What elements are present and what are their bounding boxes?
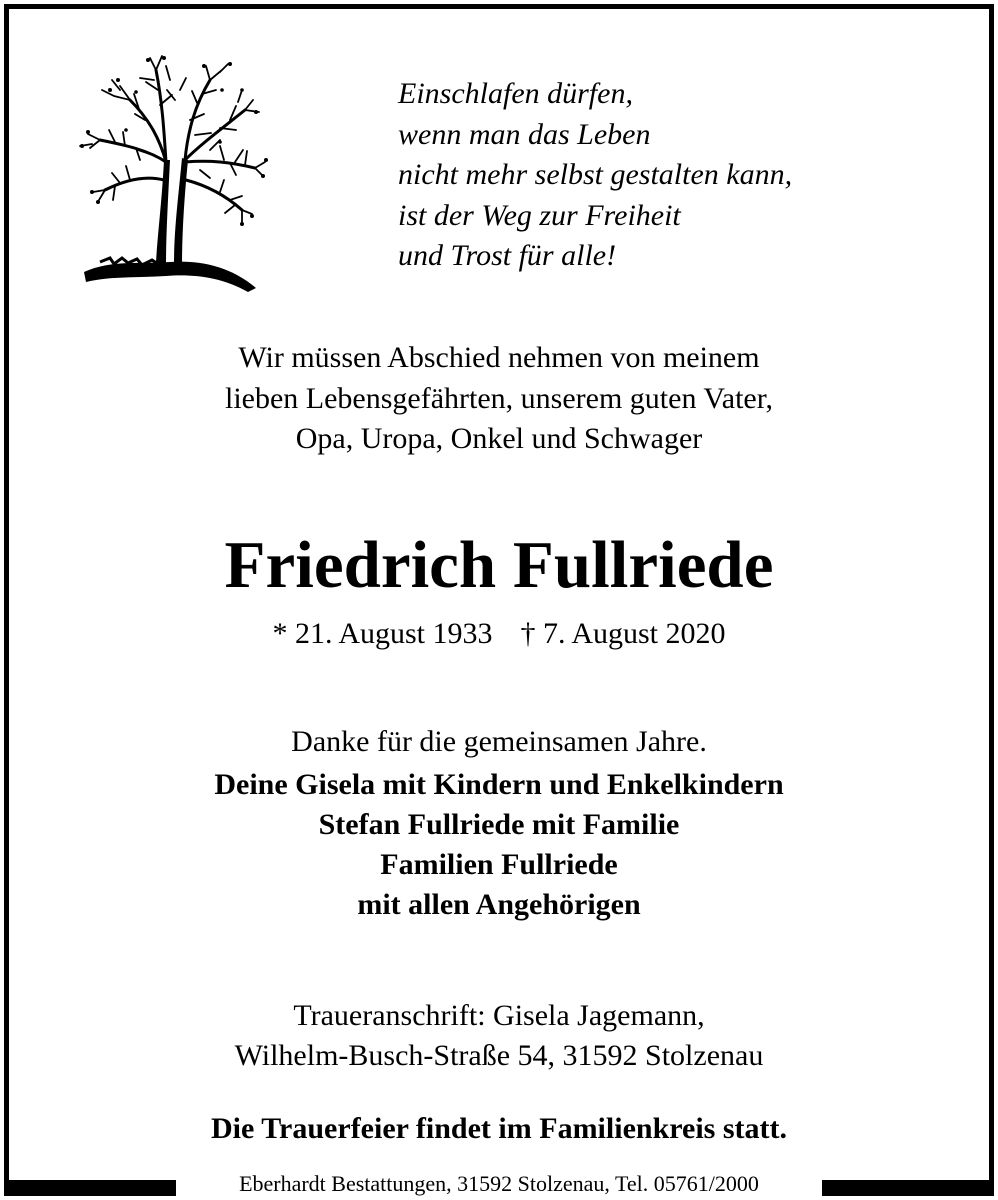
deceased-name: Friedrich Fullriede — [224, 528, 774, 602]
poem-line: nicht mehr selbst gestalten kann, — [398, 158, 793, 191]
mourner-line: Deine Gisela mit Kindern und Enkelkindern — [214, 768, 784, 801]
funeral-home-footer: Eberhardt Bestattungen, 31592 Stolzenau, Tel. 05761/2000 — [239, 1171, 759, 1196]
poem — [398, 74, 792, 277]
tree-icon — [70, 50, 270, 300]
mourning-address — [0, 996, 998, 1076]
mourner-line: Familien Fullriede — [380, 848, 618, 881]
intro-line: Opa, Uropa, Onkel und Schwager — [295, 422, 703, 455]
mourner-line: Stefan Fullriede mit Familie — [318, 808, 680, 841]
poem-line: ist der Weg zur Freiheit — [398, 198, 681, 232]
poem-line: und Trost für alle! — [398, 239, 617, 272]
poem-line: wenn man das Leben — [398, 117, 651, 151]
thanks-line: Danke für die gemeinsamen Jahre. — [291, 725, 707, 758]
birth-date: * 21. August 1933 — [272, 617, 493, 650]
intro-line: Wir müssen Abschied nehmen von meinem — [238, 341, 760, 374]
death-date: † 7. August 2020 — [520, 617, 726, 650]
life-dates — [0, 612, 998, 656]
mourners-list — [0, 765, 998, 925]
ceremony-note: Die Trauerfeier findet im Familienkreis statt. — [211, 1112, 787, 1145]
intro-line: lieben Lebensgefährten, unserem guten Vater, — [224, 381, 774, 415]
address-line: Wilhelm-Busch-Straße 54, 31592 Stolzenau — [234, 1039, 764, 1072]
poem-line: Einschlafen dürfen, — [398, 77, 633, 110]
intro-text — [0, 338, 998, 460]
mourner-line: mit allen Angehörigen — [357, 888, 641, 921]
address-line: Traueranschrift: Gisela Jagemann, — [293, 999, 705, 1032]
